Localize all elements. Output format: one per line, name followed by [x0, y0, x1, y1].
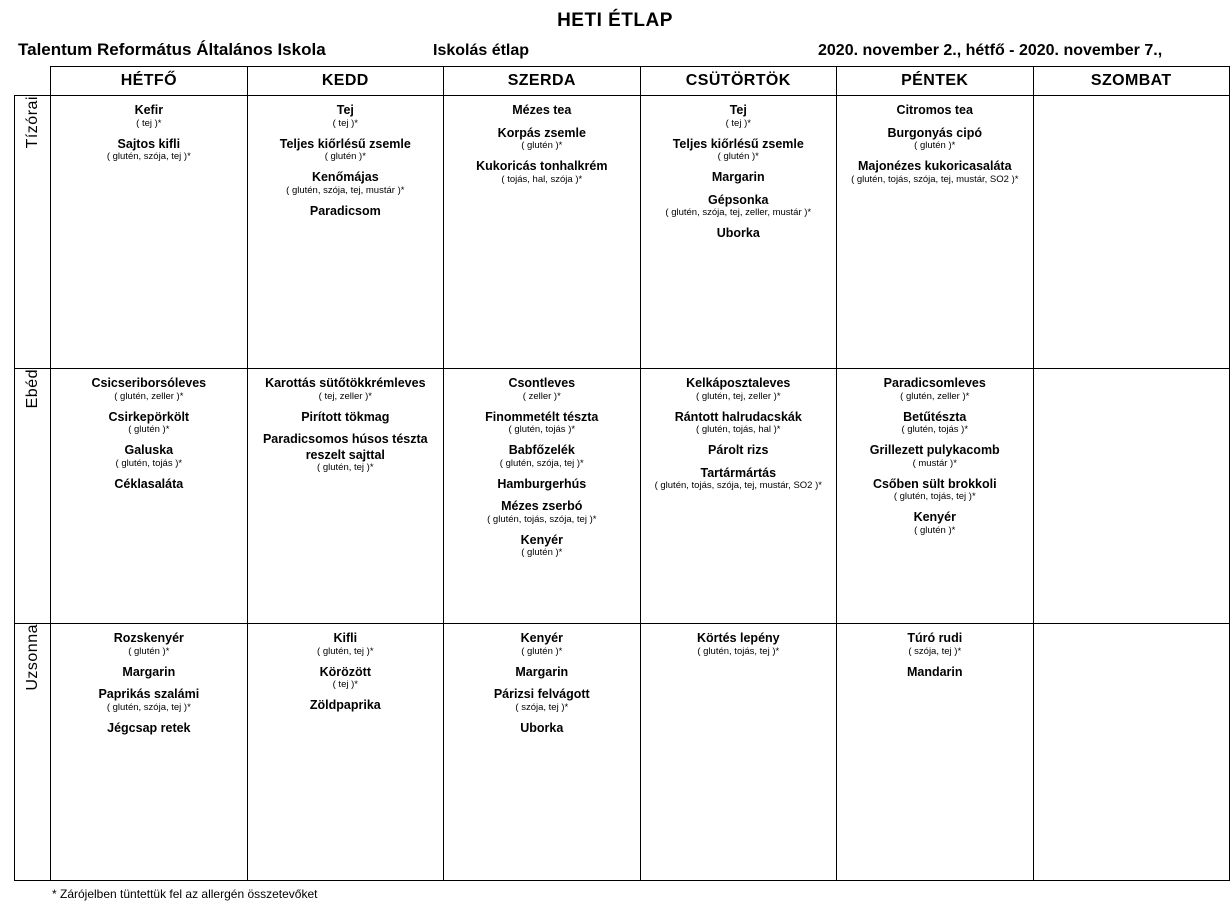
cell-tizorai-thursday: [640, 96, 836, 369]
dish: Uborka: [716, 226, 760, 241]
dish: Citromos tea: [896, 103, 973, 117]
allergens: ( glutén )*: [521, 547, 563, 559]
cell-ebed-tuesday: [247, 369, 443, 624]
allergens: ( mustár )*: [912, 457, 957, 469]
cell-ebed-saturday: [1033, 369, 1230, 624]
dish: Hamburgerhús: [497, 476, 587, 491]
dish: Majonézes kukoricasaláta: [857, 159, 1012, 174]
dish: Kefir: [134, 103, 164, 117]
cell-ebed-monday: [51, 369, 247, 624]
cell-tizorai-saturday: [1033, 96, 1230, 369]
allergens: ( glutén )*: [521, 645, 563, 657]
allergens: ( tej )*: [136, 117, 162, 129]
allergens: ( glutén, szója, tej, zeller, mustár )*: [665, 207, 812, 219]
table-header-row: [15, 67, 1230, 96]
dish: Sajtos kifli: [117, 136, 181, 151]
table-corner: [15, 67, 51, 96]
dish: Körözött: [319, 664, 371, 679]
dish: Burgonyás cipó: [887, 125, 982, 140]
dish: Kenyér: [520, 532, 563, 547]
allergens: ( glutén, tojás )*: [115, 457, 183, 469]
allergens: ( glutén )*: [914, 524, 956, 536]
allergens: ( glutén )*: [521, 140, 563, 152]
dish: Párolt rizs: [708, 443, 769, 458]
dish: Paradicsomleves: [883, 376, 986, 390]
dish: Gépsonka: [708, 192, 769, 207]
dish: Margarin: [515, 664, 569, 679]
column-header-saturday: SZOMBAT: [1033, 67, 1230, 96]
column-header-thursday: CSÜTÖRTÖK: [640, 67, 836, 96]
dish: Céklasaláta: [114, 476, 184, 491]
dish: Rozskenyér: [113, 631, 184, 645]
dish: Tej: [336, 103, 354, 117]
dish: Kelkáposztaleves: [686, 376, 791, 390]
cell-uzsonna-wednesday: [444, 624, 640, 881]
dish: Túró rudi: [907, 631, 963, 645]
allergens: ( glutén, tojás, tej )*: [697, 645, 780, 657]
allergens: ( glutén, tojás, hal )*: [696, 424, 781, 436]
page-title: HETI ÉTLAP: [557, 10, 673, 31]
allergens: ( glutén )*: [324, 151, 366, 163]
allergens: ( glutén, szója, tej, mustár )*: [286, 184, 405, 196]
allergens: ( glutén, tej, zeller )*: [696, 390, 781, 402]
document-header: [0, 32, 1230, 66]
allergens: ( glutén, tojás )*: [901, 424, 969, 436]
cell-ebed-wednesday: [444, 369, 640, 624]
dish: Margarin: [711, 170, 765, 185]
allergens: ( tej )*: [725, 117, 751, 129]
meal-label-tizorai: [15, 96, 51, 369]
dish: Mézes zserbó: [501, 499, 583, 514]
cell-uzsonna-tuesday: [247, 624, 443, 881]
allergens: ( glutén, tojás )*: [508, 424, 576, 436]
dish: Rántott halrudacskák: [674, 409, 802, 424]
allergens: ( glutén, tej )*: [317, 645, 374, 657]
column-header-wednesday: SZERDA: [444, 67, 640, 96]
allergens: ( glutén )*: [717, 151, 759, 163]
allergens: ( glutén, tojás, szója, tej, mustár, SO2 )*: [654, 480, 822, 492]
allergens: ( szója, tej )*: [515, 701, 569, 713]
meal-label-uzsonna: [15, 624, 51, 881]
allergens: ( zeller )*: [522, 390, 561, 402]
dish: Kenyér: [520, 631, 563, 645]
dish: Csőben sült brokkoli: [872, 476, 997, 491]
dish: Csirkepörkölt: [108, 409, 190, 424]
dish: Grillezett pulykacomb: [869, 443, 1000, 458]
dish: Paradicsomos húsos tészta reszelt sajttal: [262, 432, 428, 462]
menu-kind: Iskolás étlap: [433, 42, 530, 59]
dish: Kifli: [333, 631, 358, 645]
dish: Tartármártás: [700, 465, 777, 480]
allergens: ( szója, tej )*: [908, 645, 962, 657]
dish: Mézes tea: [512, 103, 572, 117]
allergens: ( glutén, szója, tej )*: [106, 701, 191, 713]
cell-tizorai-wednesday: [444, 96, 640, 369]
allergens: ( glutén, tojás, szója, tej )*: [487, 513, 597, 525]
dish: Jégcsap retek: [107, 720, 191, 735]
allergens: ( tej, zeller )*: [318, 390, 372, 402]
cell-uzsonna-friday: [837, 624, 1033, 881]
allergens: ( glutén, zeller )*: [900, 390, 970, 402]
dish: Tej: [729, 103, 747, 117]
dish: Babfőzelék: [508, 443, 575, 458]
dish: Kukoricás tonhalkrém: [476, 159, 608, 174]
dish: Uborka: [520, 720, 564, 735]
dish: Paprikás szalámi: [98, 687, 200, 702]
dish: Korpás zsemle: [497, 125, 586, 140]
school-name: Talentum Református Általános Iskola: [18, 40, 326, 59]
table-row-uzsonna: [15, 624, 1230, 881]
dish: Csicseriborsóleves: [91, 376, 207, 390]
dish: Kenőmájas: [311, 170, 379, 185]
cell-ebed-friday: [837, 369, 1033, 624]
allergens: ( glutén )*: [914, 140, 956, 152]
weekly-menu-table: [14, 66, 1230, 881]
cell-tizorai-monday: [51, 96, 247, 369]
column-header-tuesday: KEDD: [247, 67, 443, 96]
column-header-friday: PÉNTEK: [837, 67, 1033, 96]
cell-uzsonna-saturday: [1033, 624, 1230, 881]
dish: Paradicsom: [309, 203, 381, 218]
allergens: ( glutén )*: [128, 645, 170, 657]
meal-label-ebed: [15, 369, 51, 624]
table-row-tizorai: [15, 96, 1230, 369]
column-header-monday: HÉTFŐ: [51, 67, 247, 96]
dish: Körtés lepény: [696, 631, 780, 645]
allergens: ( tojás, hal, szója )*: [501, 173, 583, 185]
meal-label-text: Ebéd: [23, 369, 41, 409]
dish: Galuska: [124, 443, 174, 458]
allergens: ( glutén )*: [128, 424, 170, 436]
allergens: ( glutén, szója, tej )*: [106, 151, 191, 163]
allergens: ( glutén, tojás, tej )*: [893, 491, 976, 503]
cell-uzsonna-monday: [51, 624, 247, 881]
dish: Kenyér: [913, 510, 956, 525]
allergen-footnote: * Zárójelben tüntettük fel az allergén összetevőket: [52, 887, 318, 901]
dish: Csontleves: [508, 376, 576, 390]
meal-label-text: Tízórai: [23, 96, 41, 149]
allergens: ( tej )*: [332, 117, 358, 129]
menu-period: 2020. november 2., hétfő - 2020. november 7.,: [818, 42, 1163, 59]
cell-tizorai-tuesday: [247, 96, 443, 369]
dish: Zöldpaprika: [309, 698, 381, 713]
allergens: ( glutén, zeller )*: [114, 390, 184, 402]
allergens: ( tej )*: [332, 679, 358, 691]
dish: Betűtészta: [903, 409, 967, 424]
allergens: ( glutén, tej )*: [317, 462, 374, 474]
dish: Pirított tökmag: [301, 409, 390, 424]
table-row-ebed: [15, 369, 1230, 624]
dish: Finommetélt tészta: [485, 409, 599, 424]
dish: Mandarin: [906, 664, 963, 679]
dish: Teljes kiőrlésű zsemle: [672, 136, 804, 151]
dish: Karottás sütőtökkrémleves: [265, 376, 426, 390]
meal-label-text: Uzsonna: [23, 624, 41, 691]
dish: Margarin: [122, 664, 176, 679]
allergens: ( glutén, tojás, szója, tej, mustár, SO2 )*: [851, 173, 1019, 185]
cell-ebed-thursday: [640, 369, 836, 624]
dish: Teljes kiőrlésű zsemle: [279, 136, 411, 151]
allergens: ( glutén, szója, tej )*: [499, 457, 584, 469]
cell-tizorai-friday: [837, 96, 1033, 369]
dish: Párizsi felvágott: [493, 687, 590, 702]
cell-uzsonna-thursday: [640, 624, 836, 881]
